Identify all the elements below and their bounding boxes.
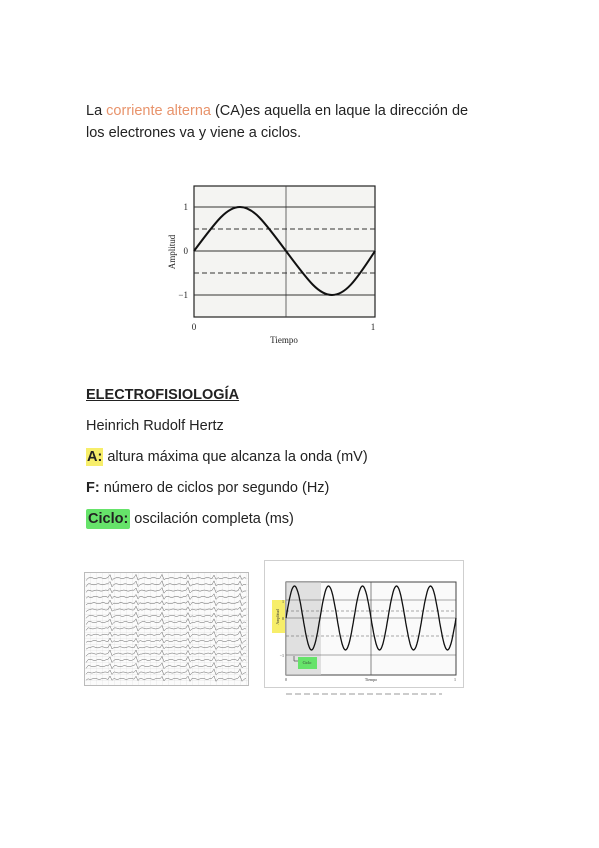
xtick-0: 0: [191, 322, 197, 332]
ytick-minus-1: −1: [279, 653, 284, 658]
plot-frame: [194, 186, 375, 317]
ytick-1: 1: [282, 599, 284, 604]
term-cycle: Ciclo:: [88, 511, 129, 527]
ytick-minus-1: −1: [178, 290, 188, 300]
ytick-1: 1: [183, 202, 188, 212]
xtick-1: 1: [454, 677, 456, 682]
ecg-paper-image: [84, 572, 250, 687]
desc-frequency: número de ciclos por segundo (Hz): [99, 480, 330, 496]
desc-cycle: oscilación completa (ms): [130, 511, 294, 527]
x-axis-label: Tiempo: [364, 677, 378, 682]
term-amplitude: A:: [87, 449, 103, 465]
term-frequency: F:: [86, 480, 100, 496]
cycle-label: Ciclo: [302, 660, 312, 665]
ytick-0: 0: [282, 616, 284, 621]
xtick-0: 0: [285, 677, 287, 682]
intro-highlight-term: corriente alterna: [106, 103, 211, 119]
sine-wave-figure: [160, 180, 390, 352]
definition-cycle: [86, 509, 294, 529]
intro-line-2: los electrones va y viene a ciclos.: [86, 125, 302, 141]
annotated-wave-figure: [264, 560, 468, 700]
x-axis-label: Tiempo: [270, 335, 298, 345]
ytick-0: 0: [183, 246, 188, 256]
desc-amplitude: altura máxima que alcanza la onda (mV): [103, 449, 368, 465]
y-axis-label: Amplitud: [167, 234, 177, 270]
xtick-1: 1: [370, 322, 376, 332]
section-heading: ELECTROFISIOLOGÍA: [86, 387, 240, 403]
definition-amplitude: [86, 447, 368, 467]
y-axis-label: Amplitud: [275, 609, 280, 625]
intro-rest: (CA)es aquella en laque la dirección de: [210, 103, 469, 119]
definition-frequency: [86, 478, 329, 498]
intro-paragraph: [86, 100, 526, 144]
intro-prefix: La: [86, 103, 107, 119]
author-name: Heinrich Rudolf Hertz: [86, 418, 224, 434]
